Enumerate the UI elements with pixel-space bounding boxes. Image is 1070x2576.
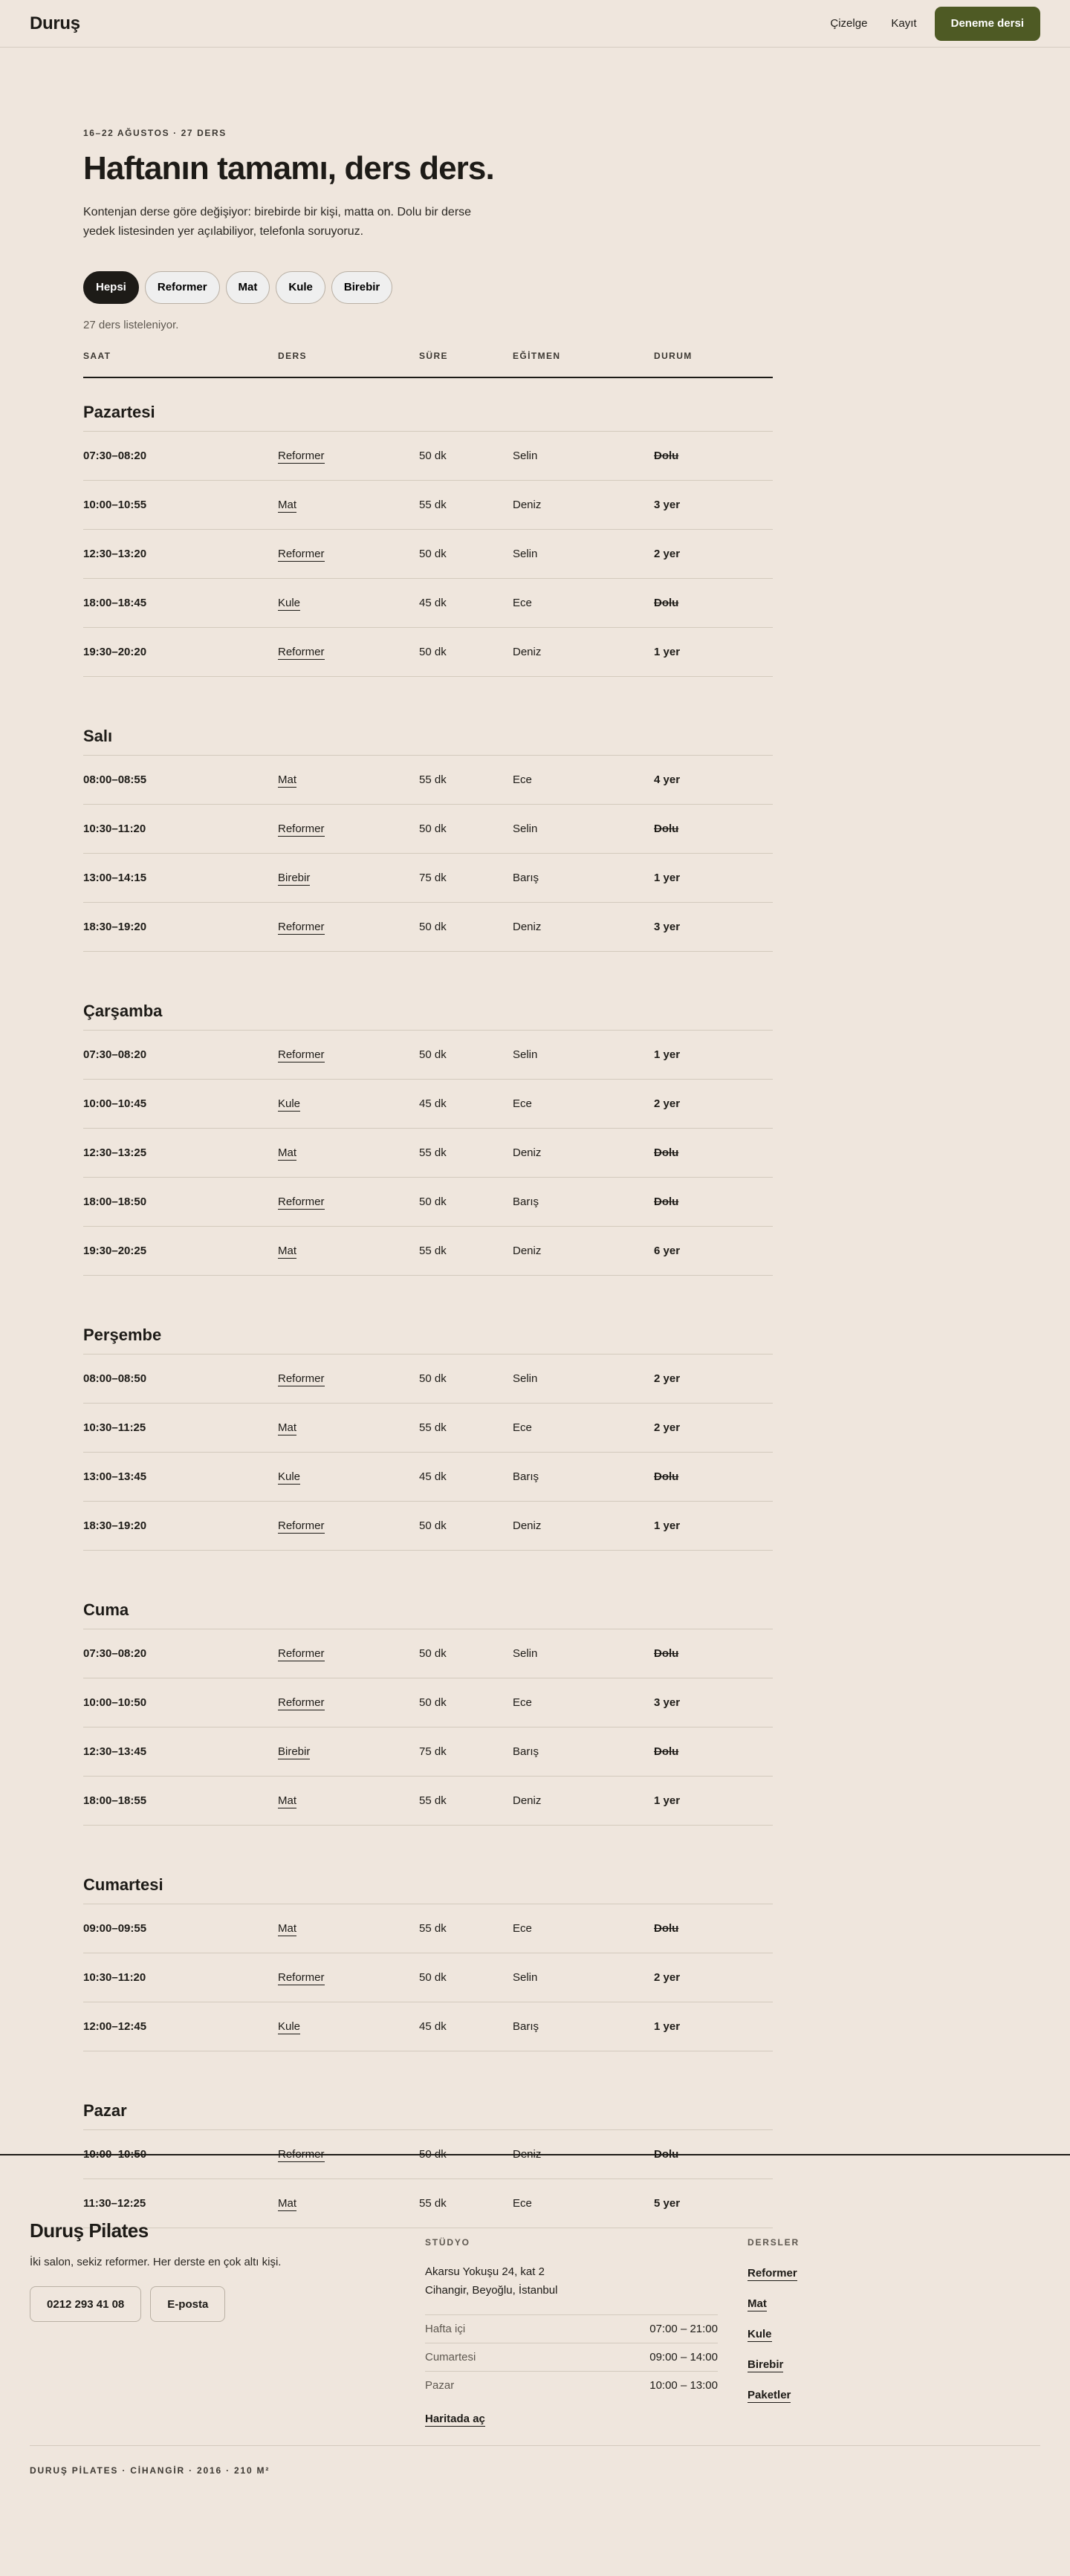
class-type-link[interactable]: Reformer <box>278 1372 325 1385</box>
class-type-link[interactable]: Birebir <box>278 1745 311 1758</box>
status-text: 3 yer <box>654 498 681 511</box>
table-row <box>83 1629 773 1678</box>
class-cell <box>278 921 419 933</box>
day-heading: Çarşamba <box>83 977 773 1031</box>
class-type-link[interactable]: Kule <box>278 596 301 609</box>
class-type-link[interactable]: Reformer <box>278 822 325 835</box>
class-type-link[interactable]: Mat <box>278 773 297 786</box>
class-type-link[interactable]: Mat <box>278 1244 297 1257</box>
day-section <box>83 1851 773 2077</box>
class-instructor: Selin <box>513 449 538 462</box>
status-text: Dolu <box>654 2147 679 2161</box>
table-row <box>83 1453 773 1502</box>
open-map-link[interactable]: Haritada aç <box>425 2413 485 2425</box>
class-cell <box>278 1745 419 1758</box>
class-type-link[interactable]: Mat <box>278 498 297 511</box>
class-type-link[interactable]: Reformer <box>278 449 325 462</box>
class-time: 10:00–10:50 <box>83 1696 147 1709</box>
class-time: 07:30–08:20 <box>83 1048 147 1061</box>
class-cell <box>278 1372 419 1385</box>
class-cell <box>278 646 419 658</box>
class-instructor: Deniz <box>513 1146 542 1159</box>
filter-chip-birebir[interactable]: Birebir <box>331 271 392 304</box>
hours-time: 09:00 – 14:00 <box>649 2351 718 2364</box>
footer-link-label: Birebir <box>748 2358 784 2371</box>
class-duration: 50 dk <box>419 1519 447 1532</box>
column-header-status: DURUM <box>654 350 693 361</box>
class-type-link[interactable]: Mat <box>278 1921 297 1935</box>
class-instructor: Ece <box>513 2196 532 2210</box>
site-footer <box>0 2154 1070 2576</box>
class-type-link[interactable]: Reformer <box>278 1048 325 1061</box>
footer-link-mat[interactable] <box>748 2297 800 2310</box>
table-row <box>83 903 773 952</box>
class-cell <box>278 1519 419 1532</box>
class-time: 08:00–08:55 <box>83 773 147 786</box>
classes-label: DERSLER <box>748 2237 800 2248</box>
schedule-days <box>83 378 773 2228</box>
day-heading: Salı <box>83 702 773 756</box>
class-time: 19:30–20:20 <box>83 645 147 658</box>
footer-tagline: İki salon, sekiz reformer. Her derste en çok altı kişi. <box>30 2256 282 2268</box>
class-time: 07:30–08:20 <box>83 449 147 462</box>
hours-row <box>425 2343 718 2371</box>
class-duration: 55 dk <box>419 1421 447 1434</box>
class-time: 10:30–11:20 <box>83 822 146 835</box>
footer-studio-column <box>425 2237 718 2427</box>
class-type-link[interactable]: Kule <box>278 2019 301 2033</box>
class-type-link[interactable]: Reformer <box>278 1195 325 1208</box>
class-time: 18:30–19:20 <box>83 1519 147 1532</box>
column-header-class: DERS <box>278 350 307 361</box>
class-cell <box>278 1048 419 1061</box>
class-duration: 75 dk <box>419 1745 447 1758</box>
nav-link-register[interactable]: Kayıt <box>891 17 917 30</box>
class-duration: 55 dk <box>419 2196 447 2210</box>
table-header <box>83 351 773 378</box>
day-heading: Cuma <box>83 1576 773 1629</box>
day-spacer <box>83 1826 773 1851</box>
class-type-link[interactable]: Reformer <box>278 1519 325 1532</box>
class-time: 12:30–13:25 <box>83 1146 147 1159</box>
schedule-main <box>0 48 1070 2210</box>
status-text: 4 yer <box>654 773 681 786</box>
result-count: 27 ders listeleniyor. <box>83 318 179 331</box>
class-time: 12:30–13:45 <box>83 1745 147 1758</box>
class-type-link[interactable]: Kule <box>278 1097 301 1110</box>
class-instructor: Ece <box>513 596 532 609</box>
footer-bottom-line: DURUŞ PİLATES · CİHANGİR · 2016 · 210 M² <box>30 2445 1040 2476</box>
column-header-duration: SÜRE <box>419 350 448 361</box>
day-section <box>83 702 773 977</box>
status-text: 1 yer <box>654 1519 681 1532</box>
table-row <box>83 579 773 628</box>
class-duration: 55 dk <box>419 1146 447 1159</box>
table-row <box>83 854 773 903</box>
class-time: 10:00–10:55 <box>83 498 147 511</box>
table-row <box>83 1404 773 1453</box>
day-spacer <box>83 1276 773 1301</box>
class-type-link[interactable]: Reformer <box>278 547 325 560</box>
trial-class-button[interactable]: Deneme dersi <box>935 7 1040 41</box>
status-text: Dolu <box>654 1146 679 1159</box>
status-text: Dolu <box>654 1921 679 1935</box>
studio-address <box>425 2262 718 2300</box>
class-type-link[interactable]: Reformer <box>278 920 325 933</box>
table-row <box>83 481 773 530</box>
class-instructor: Ece <box>513 1421 532 1434</box>
class-time: 18:30–19:20 <box>83 920 147 933</box>
class-type-link[interactable]: Reformer <box>278 645 325 658</box>
table-row <box>83 1080 773 1129</box>
footer-link-label: Mat <box>748 2297 767 2310</box>
footer-link-kule[interactable] <box>748 2328 800 2340</box>
status-text: Dolu <box>654 822 679 835</box>
filter-chip-reformer[interactable]: Reformer <box>145 271 220 304</box>
status-text: 1 yer <box>654 871 681 884</box>
status-text: 5 yer <box>654 2196 681 2210</box>
class-instructor: Deniz <box>513 1794 542 1807</box>
address-line: Akarsu Yokuşu 24, kat 2 <box>425 2265 545 2278</box>
filter-chip-kule[interactable]: Kule <box>276 271 325 304</box>
class-duration: 50 dk <box>419 1372 447 1385</box>
footer-class-links <box>748 2267 800 2401</box>
class-instructor: Barış <box>513 871 539 884</box>
class-cell <box>278 1971 419 1984</box>
table-row <box>83 1178 773 1227</box>
class-time: 11:30–12:25 <box>83 2196 146 2210</box>
brand-logo[interactable]: Duruş <box>30 13 80 33</box>
class-cell <box>278 872 419 884</box>
day-heading: Cumartesi <box>83 1851 773 1904</box>
day-heading: Pazartesi <box>83 378 773 432</box>
status-text: 1 yer <box>654 645 681 658</box>
status-text: Dolu <box>654 1745 679 1758</box>
class-cell <box>278 1922 419 1935</box>
class-duration: 50 dk <box>419 1195 447 1208</box>
table-row <box>83 1227 773 1276</box>
class-time: 10:00–10:45 <box>83 1097 147 1110</box>
hours-day: Pazar <box>425 2379 455 2392</box>
footer-link-paketler[interactable] <box>748 2389 800 2401</box>
class-type-link[interactable]: Mat <box>278 1794 297 1807</box>
class-instructor: Barış <box>513 1195 539 1208</box>
status-text: 6 yer <box>654 1244 681 1257</box>
week-eyebrow: 16–22 AĞUSTOS · 27 DERS <box>83 128 227 138</box>
class-instructor: Ece <box>513 773 532 786</box>
class-time: 12:30–13:20 <box>83 547 147 560</box>
footer-link-reformer[interactable] <box>748 2267 800 2280</box>
class-cell <box>278 1647 419 1660</box>
footer-classes-column <box>748 2237 800 2419</box>
class-cell <box>278 450 419 462</box>
class-cell <box>278 548 419 560</box>
class-instructor: Selin <box>513 1048 538 1061</box>
table-row <box>83 1354 773 1404</box>
class-cell <box>278 823 419 835</box>
status-text: 1 yer <box>654 1048 681 1061</box>
status-text: 2 yer <box>654 1970 681 1984</box>
status-text: 2 yer <box>654 547 681 560</box>
class-instructor: Deniz <box>513 1519 542 1532</box>
status-text: Dolu <box>654 1647 679 1660</box>
class-cell <box>278 499 419 511</box>
filter-chip-mat[interactable]: Mat <box>226 271 270 304</box>
table-row <box>83 805 773 854</box>
column-header-time: SAAT <box>83 350 111 361</box>
hours-row <box>425 2314 718 2343</box>
status-text: 1 yer <box>654 1794 681 1807</box>
footer-brand: Duruş Pilates <box>30 2219 149 2242</box>
class-duration: 50 dk <box>419 1647 447 1660</box>
class-time: 13:00–13:45 <box>83 1470 147 1483</box>
class-duration: 50 dk <box>419 822 447 835</box>
table-row <box>83 530 773 579</box>
class-instructor: Deniz <box>513 498 542 511</box>
class-type-link[interactable]: Mat <box>278 1421 297 1434</box>
class-time: 19:30–20:25 <box>83 1244 147 1257</box>
class-type-link[interactable]: Reformer <box>278 1647 325 1660</box>
class-duration: 50 dk <box>419 547 447 560</box>
day-section <box>83 977 773 1301</box>
class-time: 13:00–14:15 <box>83 871 147 884</box>
class-time: 10:30–11:25 <box>83 1421 146 1434</box>
class-cell <box>278 1195 419 1208</box>
class-cell <box>278 1245 419 1257</box>
class-time: 18:00–18:45 <box>83 596 147 609</box>
hours-day: Hafta içi <box>425 2323 466 2335</box>
class-time: 18:00–18:50 <box>83 1195 147 1208</box>
class-instructor: Ece <box>513 1097 532 1110</box>
table-row <box>83 1031 773 1080</box>
class-type-link[interactable]: Mat <box>278 2196 297 2210</box>
class-filter-group <box>83 271 1070 304</box>
class-instructor: Deniz <box>513 920 542 933</box>
class-cell <box>278 1470 419 1483</box>
class-duration: 50 dk <box>419 1970 447 1984</box>
day-section <box>83 378 773 702</box>
class-time: 12:00–12:45 <box>83 2019 147 2033</box>
footer-link-label: Kule <box>748 2328 772 2340</box>
page-title: Haftanın tamamı, ders ders. <box>83 150 494 186</box>
class-cell <box>278 597 419 609</box>
table-row <box>83 432 773 481</box>
class-duration: 50 dk <box>419 645 447 658</box>
class-instructor: Barış <box>513 1470 539 1483</box>
class-duration: 50 dk <box>419 2147 447 2161</box>
studio-label: STÜDYO <box>425 2237 470 2248</box>
class-duration: 55 dk <box>419 1244 447 1257</box>
contact-buttons <box>30 2286 342 2322</box>
class-cell <box>278 1794 419 1807</box>
class-instructor: Selin <box>513 822 538 835</box>
class-type-link[interactable]: Mat <box>278 1146 297 1159</box>
table-row <box>83 1129 773 1178</box>
class-type-link[interactable]: Reformer <box>278 1696 325 1709</box>
class-type-link[interactable]: Birebir <box>278 871 311 884</box>
class-duration: 45 dk <box>419 596 447 609</box>
class-cell <box>278 2020 419 2033</box>
class-instructor: Ece <box>513 1696 532 1709</box>
class-time: 10:30–11:20 <box>83 1970 146 1984</box>
class-duration: 55 dk <box>419 1794 447 1807</box>
table-row <box>83 756 773 805</box>
table-row <box>83 1502 773 1551</box>
class-instructor: Selin <box>513 1372 538 1385</box>
class-type-link[interactable]: Reformer <box>278 1970 325 1984</box>
day-section <box>83 1301 773 1576</box>
site-header <box>0 0 1070 48</box>
class-instructor: Selin <box>513 1970 538 1984</box>
hours-time: 10:00 – 13:00 <box>649 2379 718 2392</box>
column-header-instructor: EĞİTMEN <box>513 350 561 361</box>
day-spacer <box>83 2051 773 2077</box>
table-row <box>83 1727 773 1777</box>
page-lede: Kontenjan derse göre değişiyor: birebirde bir kişi, matta on. Dolu bir derse yedek listesinden yer açılabiliyor, telefonla soruyoruz. <box>83 205 472 238</box>
class-instructor: Deniz <box>513 1244 542 1257</box>
hours-day: Cumartesi <box>425 2351 476 2364</box>
status-text: Dolu <box>654 596 679 609</box>
day-section <box>83 1576 773 1851</box>
footer-brand-column <box>30 2219 342 2322</box>
address-line: Cihangir, Beyoğlu, İstanbul <box>425 2284 558 2297</box>
class-cell <box>278 1696 419 1709</box>
class-instructor: Selin <box>513 1647 538 1660</box>
table-row <box>83 1904 773 1953</box>
class-time: 08:00–08:50 <box>83 1372 147 1385</box>
status-text: Dolu <box>654 449 679 462</box>
filter-chip-hepsi[interactable]: Hepsi <box>83 271 139 304</box>
class-instructor: Barış <box>513 2019 539 2033</box>
class-time: 09:00–09:55 <box>83 1921 147 1935</box>
nav-link-schedule[interactable]: Çizelge <box>830 17 868 30</box>
schedule-table <box>83 351 773 2228</box>
class-cell <box>278 1097 419 1110</box>
class-time: 10:00–10:50 <box>83 2147 147 2161</box>
status-text: 3 yer <box>654 1696 681 1709</box>
table-row <box>83 628 773 677</box>
table-row <box>83 1678 773 1727</box>
class-instructor: Deniz <box>513 2147 542 2161</box>
class-cell <box>278 773 419 786</box>
status-text: Dolu <box>654 1195 679 1208</box>
status-text: 2 yer <box>654 1372 681 1385</box>
class-time: 18:00–18:55 <box>83 1794 147 1807</box>
hours-time: 07:00 – 21:00 <box>649 2323 718 2335</box>
class-duration: 55 dk <box>419 498 447 511</box>
class-cell <box>278 1146 419 1159</box>
day-heading: Pazar <box>83 2077 773 2130</box>
class-instructor: Ece <box>513 1921 532 1935</box>
class-duration: 50 dk <box>419 1048 447 1061</box>
footer-link-birebir[interactable] <box>748 2358 800 2371</box>
class-cell <box>278 1421 419 1434</box>
class-type-link[interactable]: Reformer <box>278 2147 325 2161</box>
class-duration: 45 dk <box>419 1470 447 1483</box>
class-duration: 45 dk <box>419 1097 447 1110</box>
class-duration: 50 dk <box>419 449 447 462</box>
class-duration: 75 dk <box>419 871 447 884</box>
table-row <box>83 2002 773 2051</box>
class-instructor: Selin <box>513 547 538 560</box>
day-spacer <box>83 1551 773 1576</box>
email-button[interactable]: E-posta <box>150 2286 225 2322</box>
footer-link-label: Paketler <box>748 2389 791 2401</box>
hours-row <box>425 2371 718 2399</box>
phone-button[interactable]: 0212 293 41 08 <box>30 2286 141 2322</box>
status-text: 3 yer <box>654 920 681 933</box>
class-instructor: Deniz <box>513 645 542 658</box>
day-spacer <box>83 677 773 702</box>
status-text: 2 yer <box>654 1421 681 1434</box>
day-heading: Perşembe <box>83 1301 773 1354</box>
class-duration: 45 dk <box>419 2019 447 2033</box>
class-instructor: Barış <box>513 1745 539 1758</box>
day-spacer <box>83 952 773 977</box>
class-time: 07:30–08:20 <box>83 1647 147 1660</box>
class-duration: 50 dk <box>419 920 447 933</box>
footer-link-label: Reformer <box>748 2267 797 2280</box>
status-text: 2 yer <box>654 1097 681 1110</box>
table-row <box>83 1953 773 2002</box>
opening-hours <box>425 2314 718 2399</box>
class-duration: 50 dk <box>419 1696 447 1709</box>
class-duration: 55 dk <box>419 1921 447 1935</box>
status-text: 1 yer <box>654 2019 681 2033</box>
class-duration: 55 dk <box>419 773 447 786</box>
main-nav <box>830 7 1040 41</box>
status-text: Dolu <box>654 1470 679 1483</box>
table-row <box>83 1777 773 1826</box>
class-type-link[interactable]: Kule <box>278 1470 301 1483</box>
